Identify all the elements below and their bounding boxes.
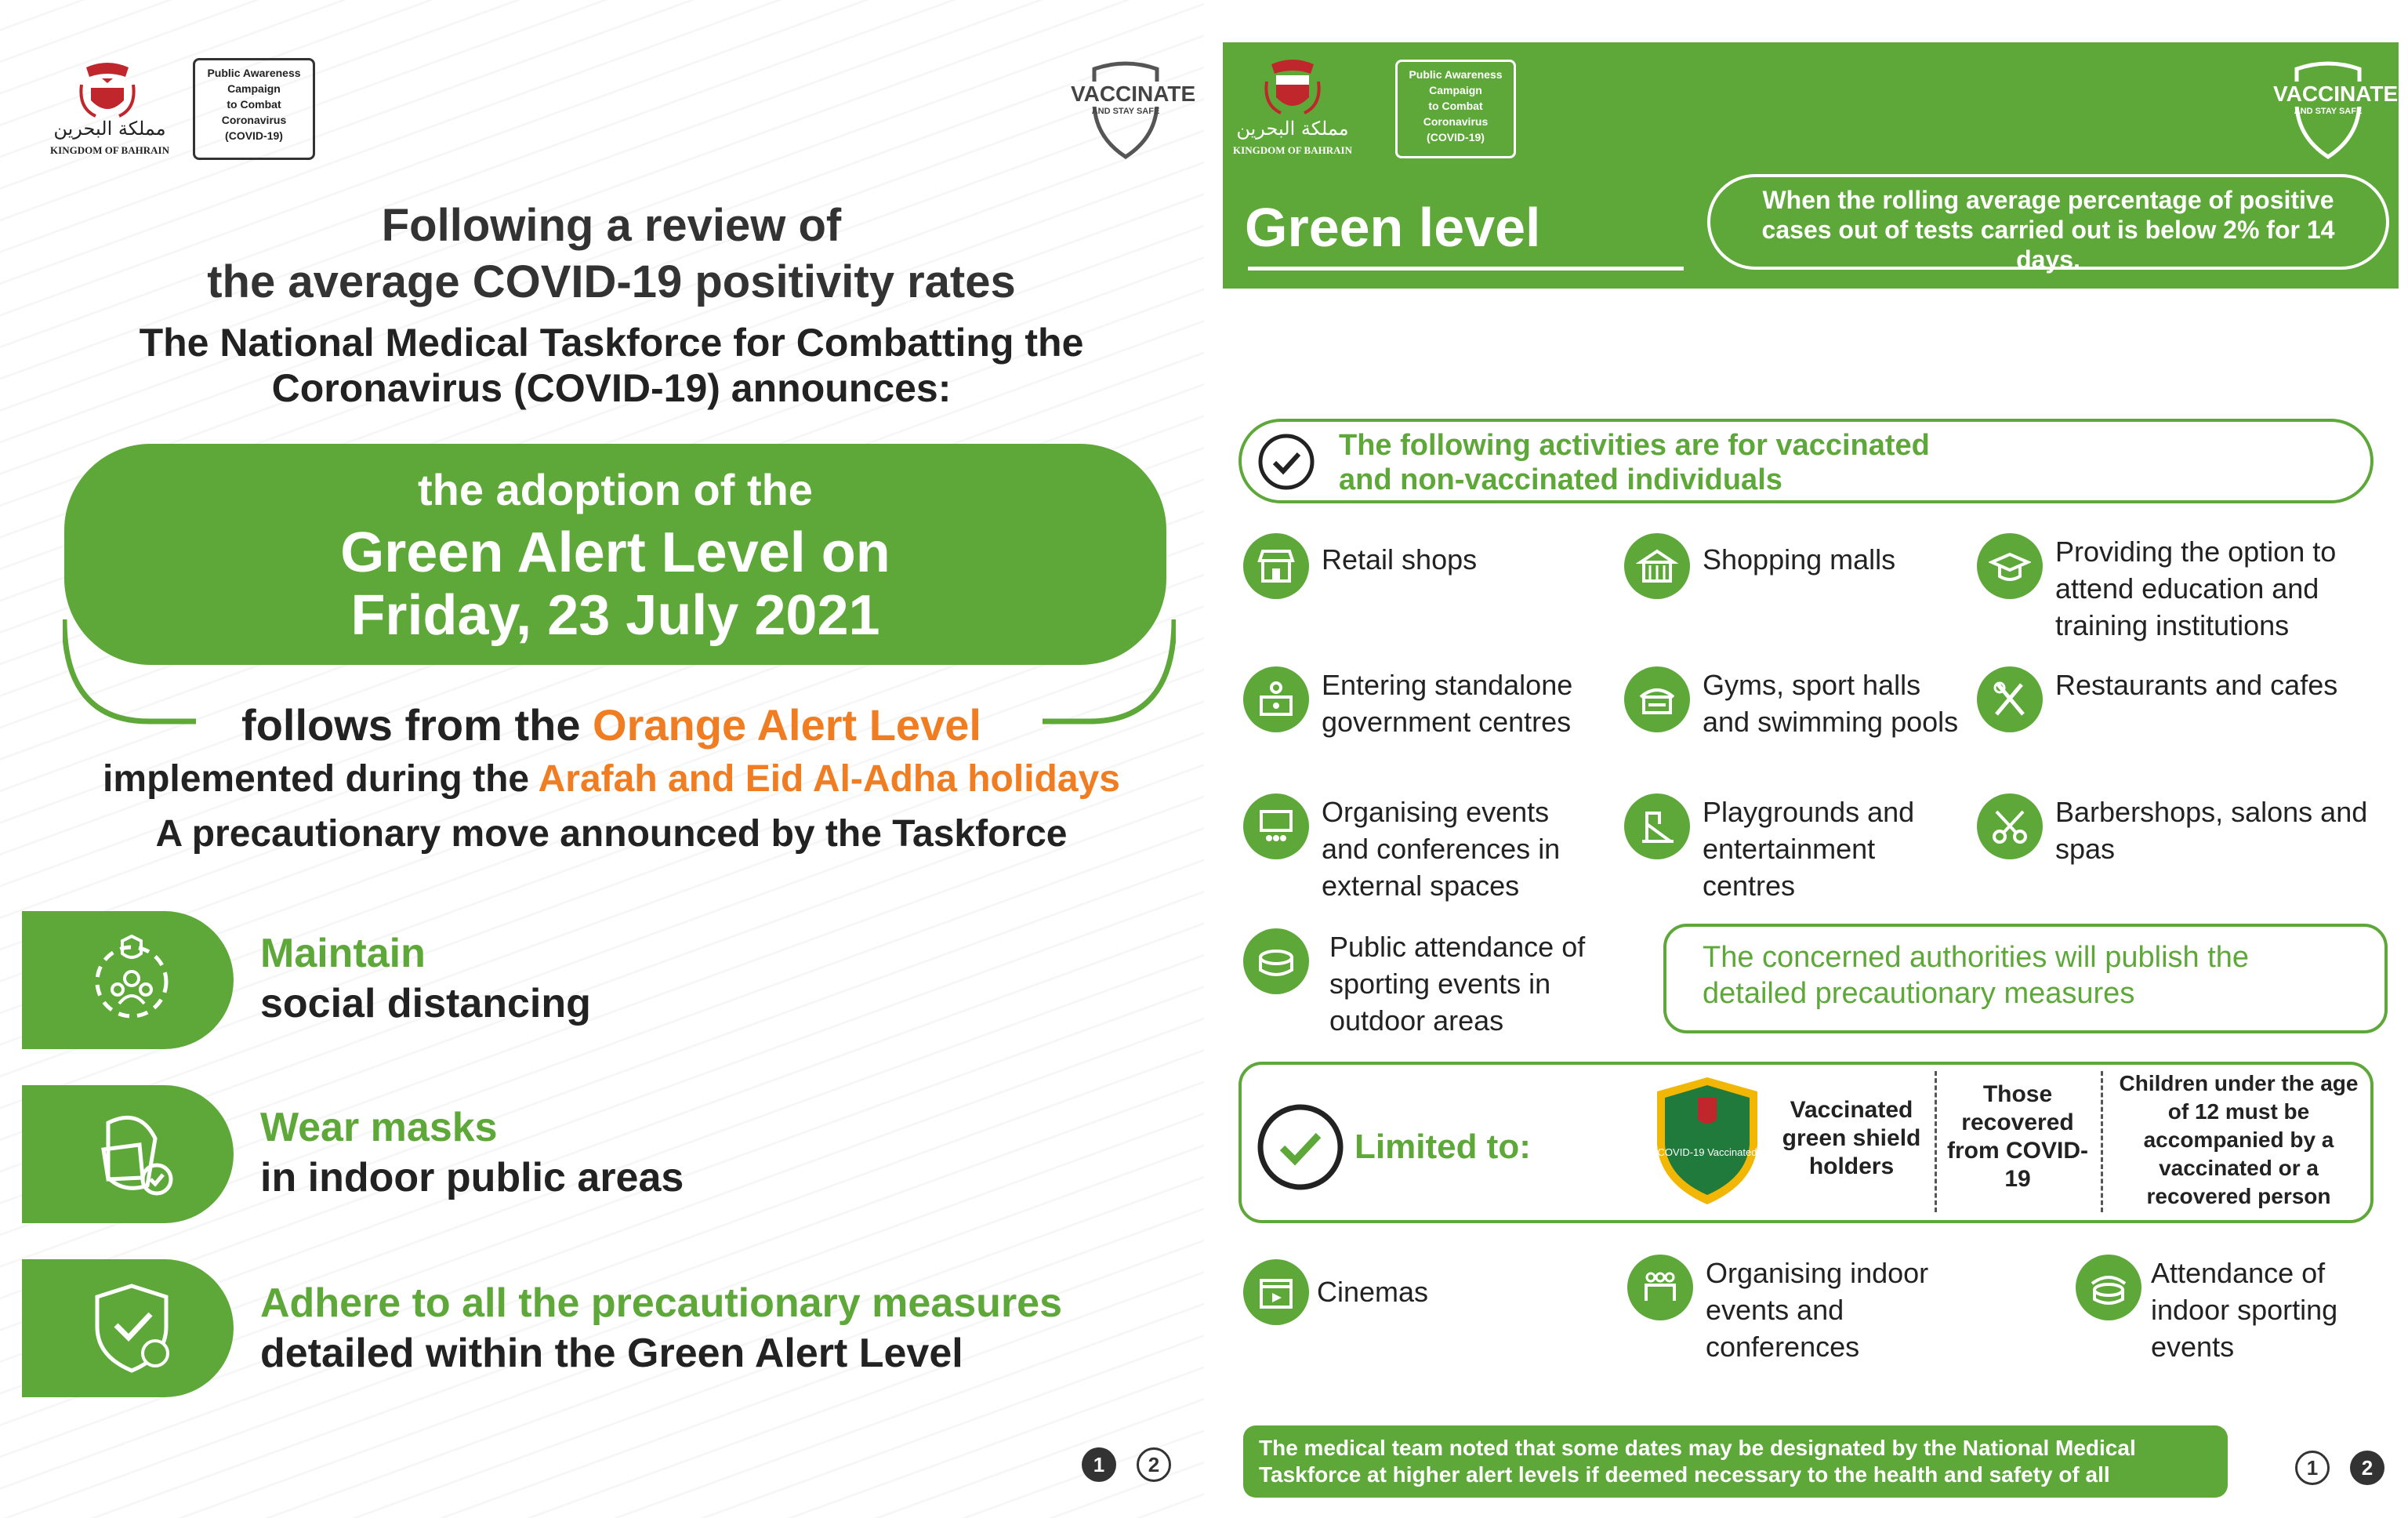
logo-arabic-text: مملكة البحرين bbox=[1236, 118, 1349, 140]
page-two bbox=[1204, 0, 2408, 1518]
vaccinate-title: VACCINATE bbox=[2273, 82, 2399, 106]
scissors-icon bbox=[1977, 794, 2043, 859]
page-indicator-1[interactable]: 1 bbox=[2295, 1451, 2330, 1485]
activity-item bbox=[1977, 666, 2392, 732]
campaign-line: Public Awareness bbox=[1409, 68, 1503, 81]
campaign-line: Campaign bbox=[1429, 84, 1482, 96]
campaign-line: to Combat bbox=[1428, 100, 1483, 112]
campaign-line: Campaign bbox=[227, 82, 281, 95]
shop-icon bbox=[1243, 533, 1309, 599]
holidays-text: Arafah and Eid Al-Adha holidays bbox=[538, 758, 1120, 800]
activity-label: Restaurants and cafes bbox=[2055, 669, 2338, 701]
social-distancing-icon bbox=[85, 933, 179, 1027]
mask-icon bbox=[85, 1107, 179, 1201]
limited-activity-label: Attendance of indoor sporting events bbox=[2151, 1257, 2338, 1363]
activities-heading-line-1: The following activities are for vaccinated bbox=[1339, 429, 1930, 462]
logo-arabic-text: مملكة البحرين bbox=[53, 118, 166, 140]
check-circle-icon bbox=[1257, 433, 1315, 491]
orange-alert-level-text: Orange Alert Level bbox=[593, 700, 981, 750]
activity-item bbox=[1624, 533, 1969, 599]
measure-bar-2 bbox=[22, 1085, 234, 1223]
campaign-line: Public Awareness bbox=[207, 67, 301, 79]
measure-title-3: Adhere to all the precautionary measures bbox=[260, 1280, 1063, 1326]
playground-icon bbox=[1624, 794, 1690, 859]
limited-to-box bbox=[1238, 1062, 2374, 1223]
activities-heading-box bbox=[1238, 419, 2374, 503]
activity-label: Public attendance of sporting events in outdoor areas bbox=[1329, 931, 1586, 1037]
activity-item bbox=[1243, 928, 1612, 1039]
cutlery-icon bbox=[1977, 666, 2043, 732]
activity-label: Retail shops bbox=[1322, 543, 1478, 576]
shield-caption: COVID-19 Vaccinated bbox=[1657, 1146, 1757, 1158]
measure-title-2: Wear masks bbox=[260, 1105, 498, 1150]
banner-line-3: Friday, 23 July 2021 bbox=[350, 584, 880, 647]
presentation-icon bbox=[1243, 794, 1309, 859]
limited-activity-item bbox=[1243, 1259, 1572, 1325]
campaign-line: (COVID-19) bbox=[225, 129, 283, 142]
page-indicator-2[interactable]: 2 bbox=[2350, 1451, 2384, 1485]
vaccinate-subtitle: AND STAY SAFE bbox=[1091, 107, 1160, 116]
mall-icon bbox=[1624, 533, 1690, 599]
campaign-line: Coronavirus bbox=[1423, 115, 1489, 128]
campaign-line: (COVID-19) bbox=[1427, 131, 1485, 143]
authorities-note-box: The concerned authorities will publish the detailed precautionary measures bbox=[1663, 924, 2388, 1033]
activity-label: Gyms, sport halls and swimming pools bbox=[1703, 669, 1959, 738]
bahrain-emblem-icon bbox=[78, 61, 136, 122]
check-circle-icon bbox=[1256, 1102, 1345, 1192]
green-level-header bbox=[1223, 42, 2399, 289]
limited-group-3: Children under the age of 12 must be accompanied by a vaccinated or a recovered person bbox=[2119, 1071, 2359, 1208]
gym-icon bbox=[1624, 666, 1690, 732]
limited-activity-item bbox=[2076, 1255, 2389, 1365]
banner-line-2: Green Alert Level on bbox=[340, 521, 890, 584]
limited-group-1: Vaccinated green shield holders bbox=[1782, 1097, 1921, 1179]
heading-line-3: The National Medical Taskforce for Combatting the bbox=[139, 321, 1084, 365]
measure-bar-1 bbox=[22, 911, 234, 1049]
bahrain-emblem-icon bbox=[1264, 58, 1322, 119]
implemented-prefix: implemented during the bbox=[103, 758, 539, 800]
clapperboard-icon bbox=[1243, 1259, 1309, 1325]
activity-item bbox=[1624, 666, 1969, 740]
vaccinate-badge bbox=[2273, 58, 2399, 160]
limited-activity-item bbox=[1627, 1255, 1972, 1365]
limited-activity-label: Cinemas bbox=[1317, 1276, 1429, 1308]
green-alert-banner bbox=[64, 444, 1166, 665]
activity-item bbox=[1977, 794, 2392, 867]
follows-prefix: follows from the bbox=[241, 700, 593, 750]
government-desk-icon bbox=[1243, 666, 1309, 732]
activity-item bbox=[1624, 794, 1969, 904]
page-indicator-2[interactable]: 2 bbox=[1137, 1447, 1171, 1482]
follows-line bbox=[0, 699, 1223, 750]
activity-item bbox=[1243, 666, 1604, 740]
measure-sub-1: social distancing bbox=[260, 981, 591, 1026]
green-level-title: Green level bbox=[1245, 197, 1541, 258]
activity-label: Entering standalone government centres bbox=[1322, 669, 1573, 738]
limited-activity-label: Organising indoor events and conferences bbox=[1706, 1257, 1929, 1363]
measure-title-1: Maintain bbox=[260, 931, 426, 976]
title-underline bbox=[1248, 267, 1684, 271]
indoor-stadium-icon bbox=[2076, 1255, 2141, 1320]
activity-item bbox=[1977, 533, 2392, 644]
vaccinate-subtitle: AND STAY SAFE bbox=[2294, 107, 2363, 116]
footer-note: The medical team noted that some dates may be designated by the National Medical Taskforce at higher alert levels if deemed necessary to the health and safety of all bbox=[1243, 1425, 2228, 1498]
logo-english-text: KINGDOM OF BAHRAIN bbox=[50, 144, 169, 156]
heading-line-1: Following a review of bbox=[381, 200, 842, 251]
activity-label: Providing the option to attend education and training institutions bbox=[2055, 536, 2337, 641]
activities-heading-line-2: and non-vaccinated individuals bbox=[1339, 463, 1782, 496]
vaccinate-badge bbox=[1071, 58, 1196, 160]
measure-sub-2: in indoor public areas bbox=[260, 1155, 684, 1200]
page-indicator-1[interactable]: 1 bbox=[1082, 1447, 1116, 1482]
activity-label: Organising events and conferences in external spaces bbox=[1322, 796, 1561, 902]
activity-label: Shopping malls bbox=[1703, 543, 1896, 576]
group-divider bbox=[1935, 1071, 1937, 1212]
precaution-line: A precautionary move announced by the Taskforce bbox=[155, 813, 1068, 855]
banner-line-1: the adoption of the bbox=[418, 465, 813, 514]
activities-heading bbox=[1339, 428, 1930, 497]
implemented-line bbox=[0, 757, 1223, 801]
measure-bar-3 bbox=[22, 1259, 234, 1397]
activity-item bbox=[1243, 794, 1604, 904]
vaccinate-title: VACCINATE bbox=[1071, 82, 1196, 106]
shield-check-icon bbox=[85, 1281, 179, 1375]
limited-to-label: Limited to: bbox=[1354, 1128, 1531, 1166]
measure-sub-3: detailed within the Green Alert Level bbox=[260, 1331, 963, 1376]
limited-group-2: Those recovered from COVID-19 bbox=[1947, 1081, 2088, 1192]
activity-item bbox=[1243, 533, 1588, 599]
campaign-badge bbox=[193, 58, 315, 160]
graduation-cap-icon bbox=[1977, 533, 2043, 599]
activity-label: Barbershops, salons and spas bbox=[2055, 796, 2368, 865]
stadium-icon bbox=[1243, 928, 1309, 994]
campaign-badge bbox=[1395, 60, 1516, 158]
indoor-event-icon bbox=[1627, 1255, 1693, 1320]
heading-line-2: the average COVID-19 positivity rates bbox=[207, 256, 1016, 307]
green-level-criteria: When the rolling average percentage of positive cases out of tests carried out is below 2% for 14 days. bbox=[1707, 174, 2389, 270]
activity-label: Playgrounds and entertainment centres bbox=[1703, 796, 1915, 902]
logo-english-text: KINGDOM OF BAHRAIN bbox=[1233, 144, 1352, 156]
green-shield-icon bbox=[1652, 1074, 1762, 1208]
campaign-line: to Combat bbox=[227, 98, 281, 111]
campaign-line: Coronavirus bbox=[221, 114, 287, 126]
group-divider bbox=[2101, 1071, 2103, 1212]
heading-line-4: Coronavirus (COVID-19) announces: bbox=[271, 366, 952, 410]
